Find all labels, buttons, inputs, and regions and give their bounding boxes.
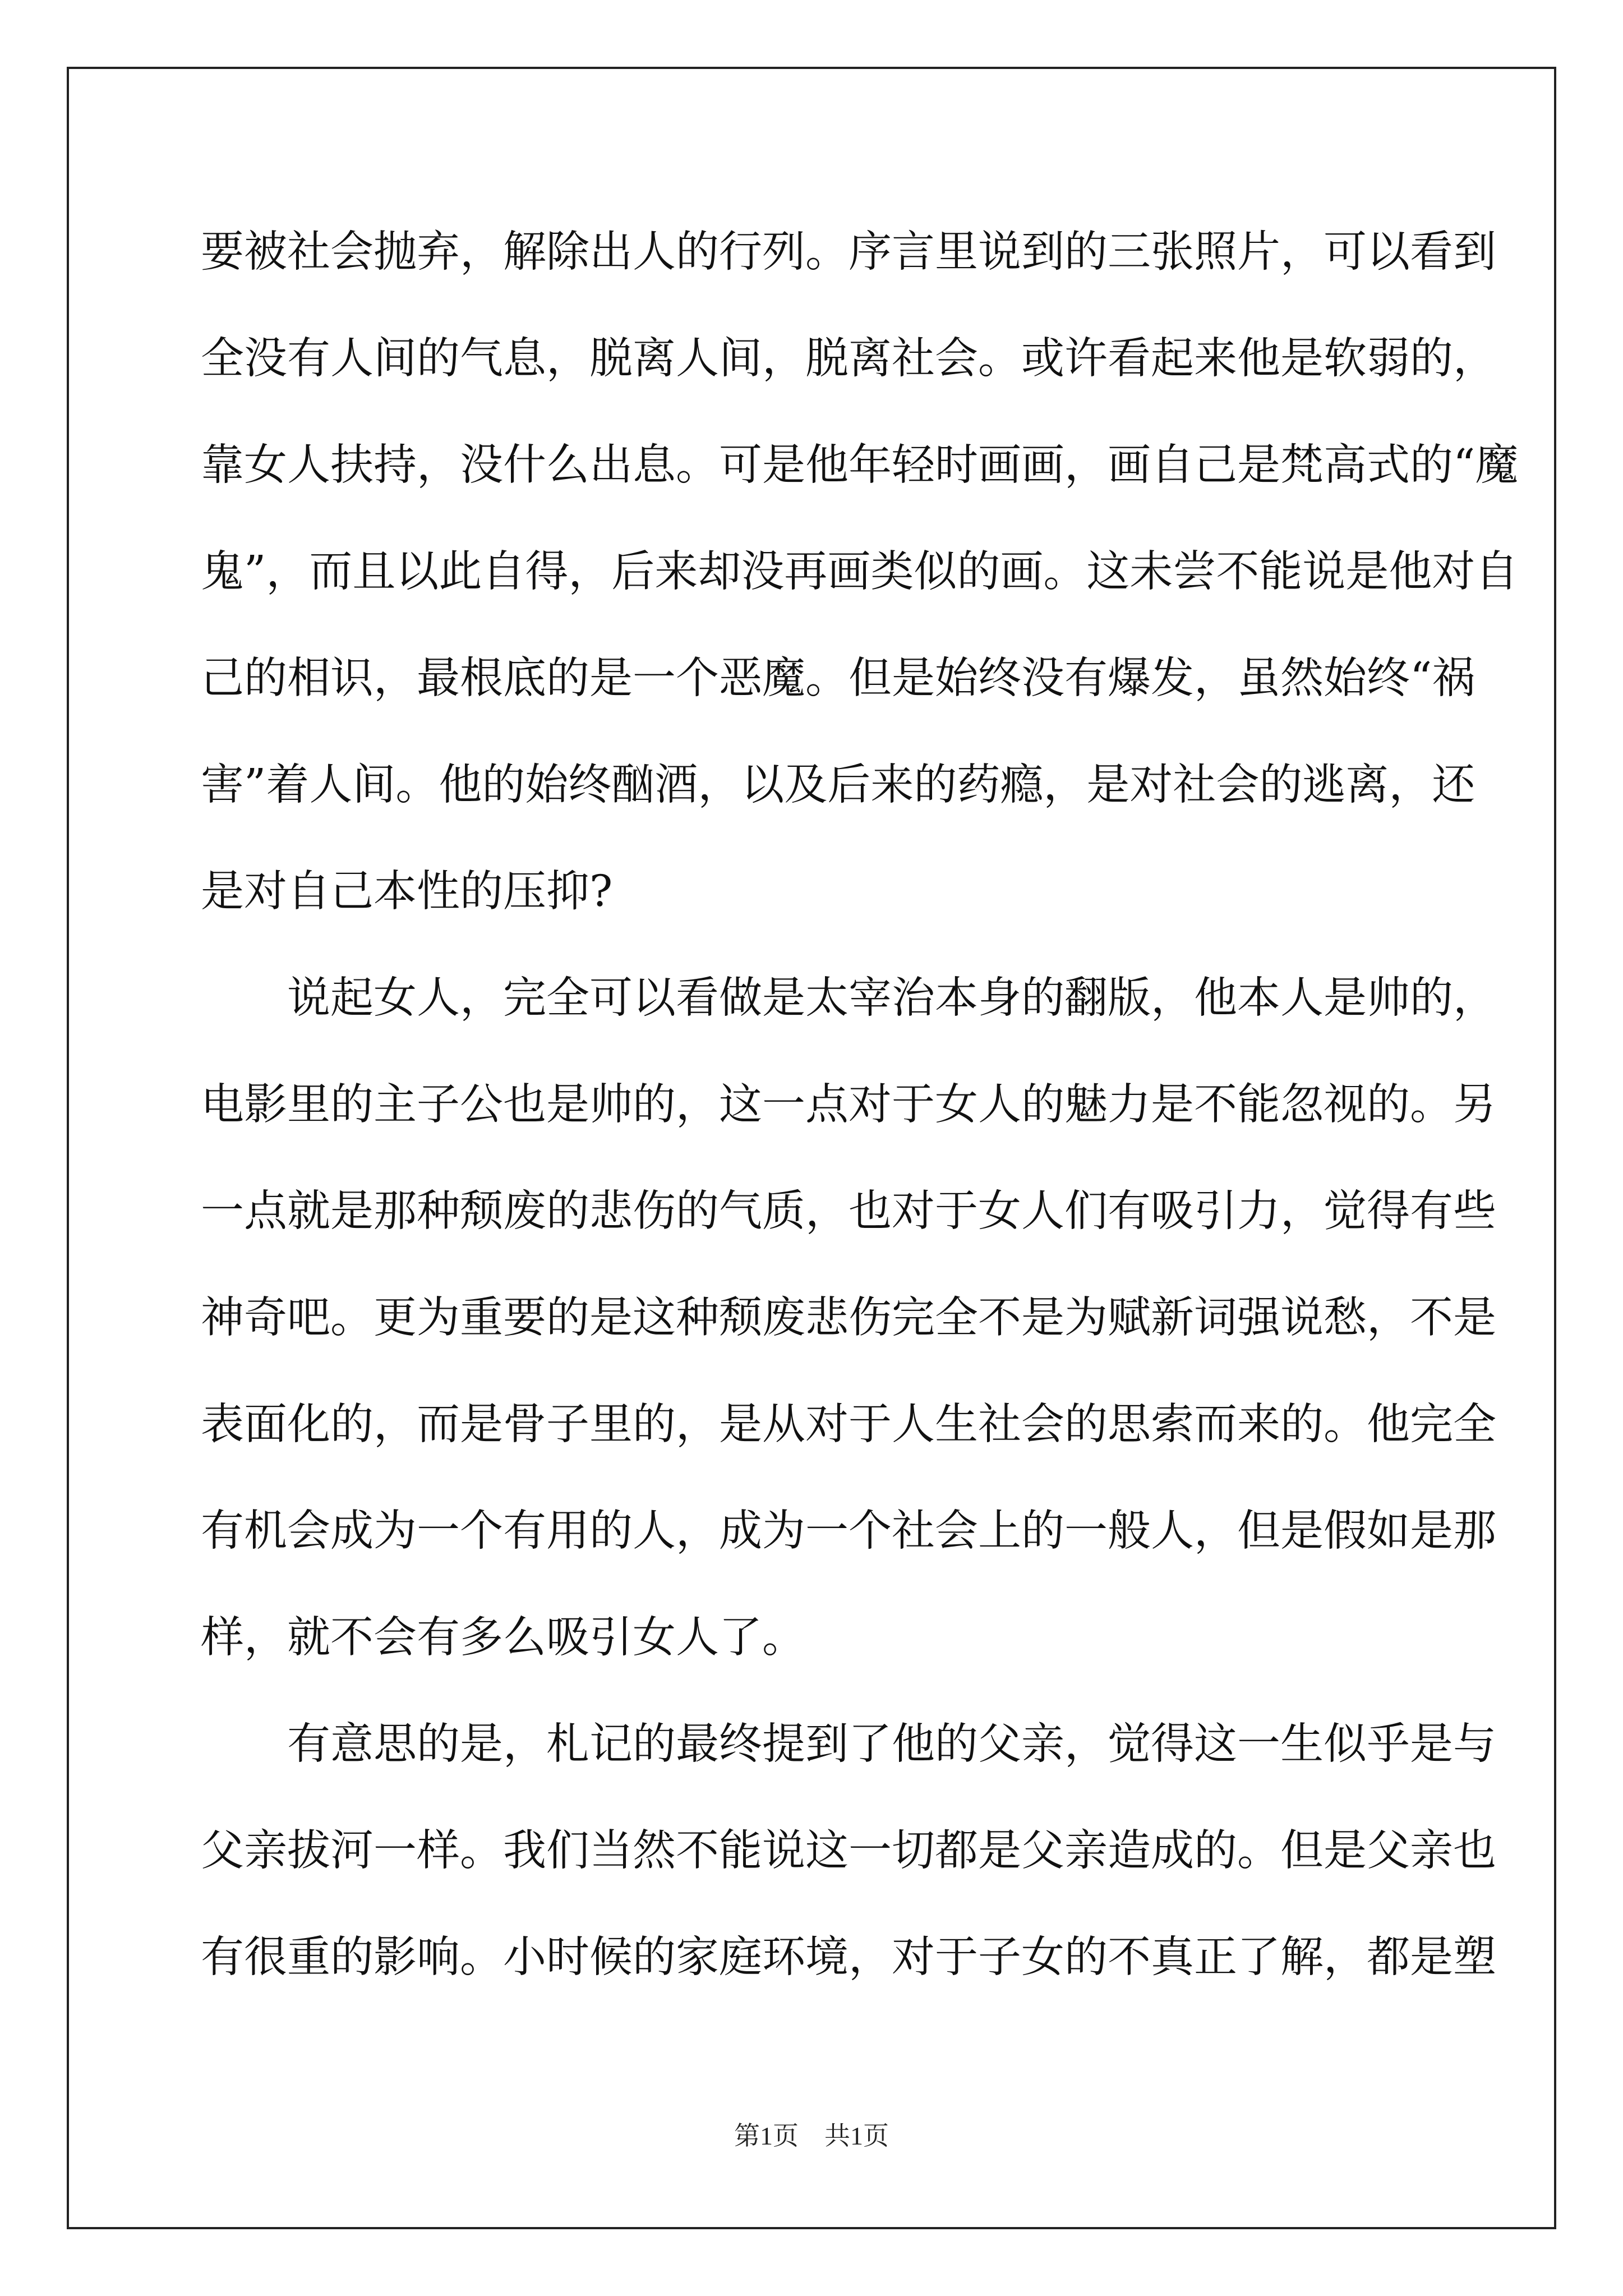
text-line: 表面化的，而是骨子里的，是从对于人生社会的思索而来的。他完全 (201, 1400, 1496, 1450)
text-line: 害”着人间。他的始终酗酒，以及后来的药瘾，是对社会的逃离，还 (201, 760, 1476, 810)
text-line: 样，就不会有多么吸引女人了。 (201, 1613, 805, 1663)
page-footer: 第1页 共1页 (734, 2122, 889, 2150)
text-line: 靠女人扶持，没什么出息。可是他年轻时画画，画自己是梵高式的“魔 (201, 440, 1519, 490)
text-line: 神奇吧。更为重要的是这种颓废悲伤完全不是为赋新词强说愁，不是 (201, 1293, 1496, 1343)
text-line: 说起女人，完全可以看做是太宰治本身的翻版，他本人是帅的， (201, 973, 1496, 1023)
text-line: 有很重的影响。小时候的家庭环境，对于子女的不真正了解，都是塑 (201, 1932, 1496, 1982)
text-line: 有意思的是，札记的最终提到了他的父亲，觉得这一生似乎是与 (201, 1719, 1496, 1769)
text-line: 己的相识，最根底的是一个恶魔。但是始终没有爆发，虽然始终“祸 (201, 654, 1476, 703)
text-line: 一点就是那种颓废的悲伤的气质，也对于女人们有吸引力，觉得有些 (201, 1186, 1496, 1236)
text-line: 有机会成为一个有用的人，成为一个社会上的一般人，但是假如是那 (201, 1506, 1496, 1556)
text-line: 要被社会抛弃，解除出人的行列。序言里说到的三张照片，可以看到 (201, 227, 1496, 277)
text-line: 全没有人间的气息，脱离人间，脱离社会。或许看起来他是软弱的， (201, 334, 1496, 384)
text-line: 父亲拔河一样。我们当然不能说这一切都是父亲造成的。但是父亲也 (201, 1826, 1496, 1876)
text-line: 鬼”，而且以此自得，后来却没再画类似的画。这未尝不能说是他对自 (201, 547, 1519, 597)
text-line: 是对自己本性的压抑? (201, 867, 613, 917)
text-line: 电影里的主子公也是帅的，这一点对于女人的魅力是不能忽视的。另 (201, 1080, 1496, 1130)
